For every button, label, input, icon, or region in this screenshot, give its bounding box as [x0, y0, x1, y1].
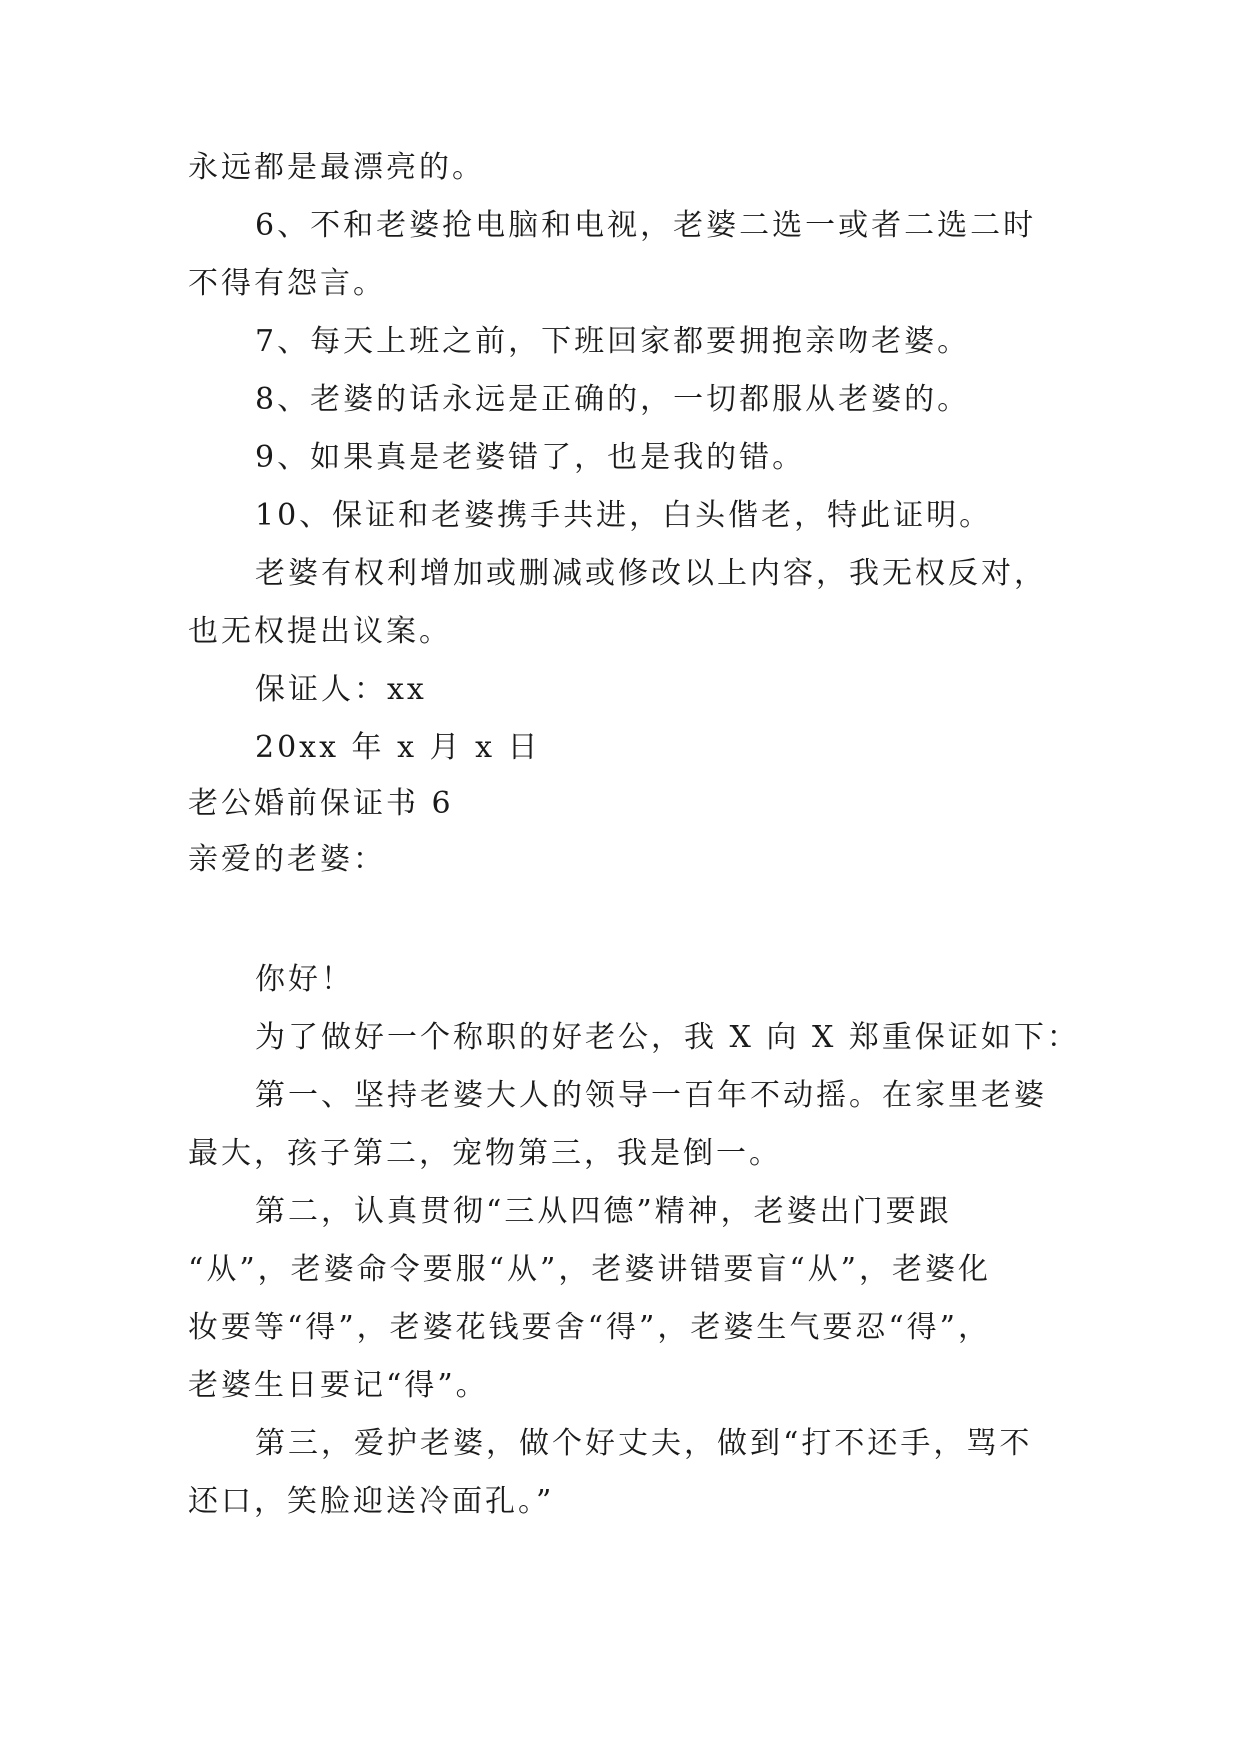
text-line: 为了做好一个称职的好老公，我 X 向 X 郑重保证如下： [255, 1020, 1080, 1055]
salutation: 亲爱的老婆： [188, 842, 386, 877]
text-line: 第三，爱护老婆，做个好丈夫，做到“打不还手，骂不 [255, 1426, 1033, 1461]
text-line: 7、每天上班之前，下班回家都要拥抱亲吻老婆。 [255, 324, 971, 359]
text-line: 老婆生日要记“得”。 [188, 1368, 489, 1403]
text-line: 妆要等“得”，老婆花钱要舍“得”，老婆生气要忍“得”， [188, 1310, 992, 1345]
text-line: 还口，笑脸迎送冷面孔。” [188, 1484, 555, 1519]
text-line: 最大，孩子第二，宠物第三，我是倒一。 [188, 1136, 782, 1171]
text-line: 永远都是最漂亮的。 [188, 150, 485, 185]
text-line: 老婆有权利增加或删减或修改以上内容，我无权反对， [255, 556, 1047, 591]
text-line: 第一、坚持老婆大人的领导一百年不动摇。在家里老婆 [255, 1078, 1047, 1113]
signer-line: 保证人：xx [255, 672, 427, 707]
date-line: 20xx 年 x 月 x 日 [255, 730, 541, 765]
text-line: 9、如果真是老婆错了，也是我的错。 [255, 440, 806, 475]
text-line: 10、保证和老婆携手共进，白头偕老，特此证明。 [255, 498, 993, 533]
text-line: 也无权提出议案。 [188, 614, 452, 649]
text-line: “从”，老婆命令要服“从”，老婆讲错要盲“从”，老婆化 [188, 1252, 992, 1287]
section-title: 老公婚前保证书 6 [188, 786, 454, 821]
text-line: 不得有怨言。 [188, 266, 386, 301]
text-line: 第二，认真贯彻“三从四德”精神，老婆出门要跟 [255, 1194, 952, 1229]
greeting: 你好！ [255, 962, 354, 997]
text-line: 8、老婆的话永远是正确的，一切都服从老婆的。 [255, 382, 971, 417]
text-line: 6、不和老婆抢电脑和电视，老婆二选一或者二选二时 [255, 208, 1037, 243]
